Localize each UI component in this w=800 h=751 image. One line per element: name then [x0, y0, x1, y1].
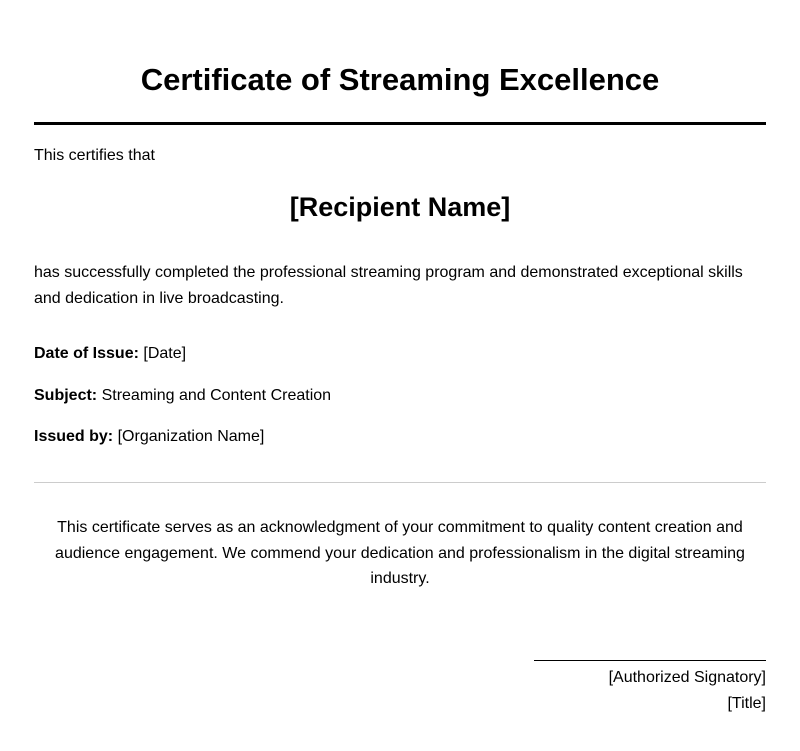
subject-value: Streaming and Content Creation [101, 387, 332, 404]
issued-by [34, 427, 264, 447]
closing-statement: This certificate serves as an acknowledgment of your commitment to quality content creation and audience engagement. We commend your dedication and professionalism in the digital streaming industry. [55, 519, 745, 587]
section-divider [34, 482, 766, 483]
signatory-name: [Authorized Signatory] [608, 669, 766, 686]
recipient-name: [Recipient Name] [289, 192, 511, 222]
title-divider [34, 122, 766, 125]
subject [34, 386, 331, 406]
signature-line [534, 660, 766, 661]
signatory-title: [Title] [727, 695, 766, 712]
date-of-issue [34, 344, 186, 364]
subject-label: Subject: [34, 387, 98, 404]
date-label: Date of Issue: [34, 345, 139, 362]
certificate-title: Certificate of Streaming Excellence [140, 62, 660, 97]
issued-value: [Organization Name] [117, 428, 265, 445]
issued-label: Issued by: [34, 428, 114, 445]
date-value: [Date] [143, 345, 187, 362]
achievement-text: has successfully completed the professional streaming program and demonstrated exceptional skills and dedication in live broadcasting. [34, 264, 743, 307]
intro-text: This certifies that [34, 147, 155, 164]
